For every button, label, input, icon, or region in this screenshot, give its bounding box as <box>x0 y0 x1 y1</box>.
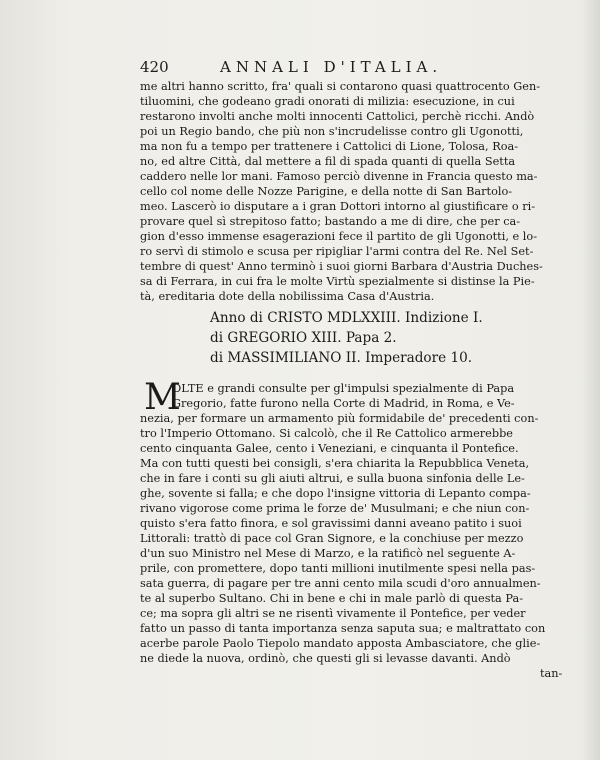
heading-line-pope: di GREGORIO XIII. Papa 2. <box>210 330 397 346</box>
text-line: fatto un passo di tanta importanza senza saputa sua; e maltrattato con <box>140 622 546 635</box>
text-line: quisto s'era fatto finora, e sol gravissimi danni aveano patito i suoi <box>140 517 522 530</box>
page-number: 420 <box>140 58 169 76</box>
text-line: ro servì di stimolo e scusa per ripigliar l'armi contra del Re. Nel Set- <box>140 245 534 258</box>
text-line: cento cinquanta Galee, cento i Veneziani, e cinquanta il Pontefice. <box>140 442 519 455</box>
heading-line-year: Anno di CRISTO MDLXXIII. Indizione I. <box>210 310 483 326</box>
text-line: ma non fu a tempo per trattenere i Cattolici di Lione, Tolosa, Roa- <box>140 140 519 153</box>
running-title: ANNALI D'ITALIA. <box>220 58 443 76</box>
text-line: meo. Lascerò io disputare a i gran Dottori intorno al giustificare o ri- <box>140 200 536 213</box>
text-line: rivano vigorose come prima le forze de' Musulmani; e che niun con- <box>140 502 530 515</box>
text-line: caddero nelle lor mani. Famoso perciò divenne in Francia questo ma- <box>140 170 538 183</box>
text-line: sa di Ferrara, in cui fra le molte Virtù spezialmente si distinse la Pie- <box>140 275 535 288</box>
text-line: gion d'esso immense esagerazioni fece il partito de gli Ugonotti, e lo- <box>140 230 538 243</box>
text-line: cello col nome delle Nozze Parigine, e della notte di San Bartolo- <box>140 185 513 198</box>
text-line: ghe, sovente si falla; e che dopo l'insigne vittoria di Lepanto compa- <box>140 487 531 500</box>
catchword: tan- <box>540 667 563 680</box>
text-line: Gregorio, fatte furono nella Corte di Madrid, in Roma, e Ve- <box>172 397 515 410</box>
text-line: te al superbo Sultano. Chi in bene e chi in male parlò di questa Pa- <box>140 592 524 605</box>
text-line: me altri hanno scritto, fra' quali si contarono quasi quattrocento Gen- <box>140 80 541 93</box>
text-line: no, ed altre Città, dal mettere a fil di spada quanti di quella Setta <box>140 155 516 168</box>
text-line: Littorali: trattò di pace col Gran Signore, e la conchiuse per mezzo <box>140 532 524 545</box>
running-head <box>140 58 480 80</box>
text-line: sata guerra, di pagare per tre anni cento mila scudi d'oro annualmen- <box>140 577 541 590</box>
text-line: ne diede la nuova, ordinò, che questi gli si levasse davanti. Andò <box>140 652 511 665</box>
text-line: tro l'Imperio Ottomano. Si calcolò, che il Re Cattolico armerebbe <box>140 427 513 440</box>
heading-line-emperor: di MASSIMILIANO II. Imperadore 10. <box>210 350 473 366</box>
text-line: OLTE e grandi consulte per gl'impulsi spezialmente di Papa <box>172 382 515 395</box>
text-line: provare quel sì strepitoso fatto; bastando a me di dire, che per ca- <box>140 215 521 228</box>
text-line: Ma con tutti questi bei consigli, s'era chiarita la Repubblica Veneta, <box>140 457 530 470</box>
text-line: poi un Regio bando, che più non s'incrudelisse contro gli Ugonotti, <box>140 125 524 138</box>
text-line: prile, con promettere, dopo tanti millioni inutilmente spesi nella pas- <box>140 562 536 575</box>
text-line: tiluomini, che godeano gradi onorati di milizia: esecuzione, in cui <box>140 95 515 108</box>
text-line: nezia, per formare un armamento più formidabile de' precedenti con- <box>140 412 539 425</box>
drop-cap: M <box>144 377 181 418</box>
text-line: ce; ma sopra gli altri se ne risentì vivamente il Pontefice, per veder <box>140 607 526 620</box>
text-line: restarono involti anche molti innocenti Cattolici, perchè ricchi. Andò <box>140 110 535 123</box>
text-line: tembre di quest' Anno terminò i suoi giorni Barbara d'Austria Duches- <box>140 260 543 273</box>
text-line: tà, ereditaria dote della nobilissima Casa d'Austria. <box>140 290 435 303</box>
page-fold-shadow <box>582 0 600 760</box>
text-line: d'un suo Ministro nel Mese di Marzo, e la ratificò nel seguente A- <box>140 547 516 560</box>
text-line: che in fare i conti su gli aiuti altrui, e sulla buona sinfonia delle Le- <box>140 472 525 485</box>
text-line: acerbe parole Paolo Tiepolo mandato apposta Ambasciatore, che glie- <box>140 637 541 650</box>
